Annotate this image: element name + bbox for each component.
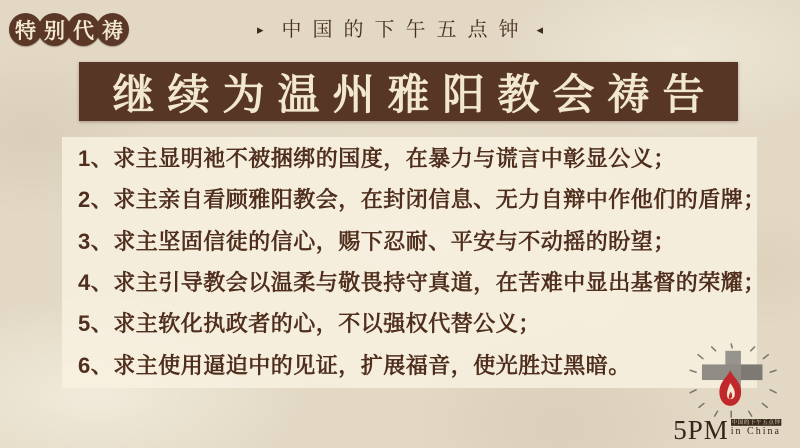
logo-tagline: 中国的下午五点钟 <box>731 419 781 426</box>
badge-char-circle: 特 <box>9 13 42 46</box>
page-title: 继续为温州雅阳教会祷告 <box>112 70 718 118</box>
badge-char-circle: 代 <box>67 13 100 46</box>
prayer-item-2: 2、求主亲自看顾雅阳教会，在封闭信息、无力自辩中作他们的盾牌； <box>78 187 766 213</box>
badge-char-circle: 祷 <box>96 13 129 46</box>
prayer-item-4: 4、求主引导教会以温柔与敬畏持守真道，在苦难中显出基督的荣耀； <box>78 269 766 295</box>
logo-brand-text: 5PM <box>673 415 729 445</box>
header-title: 中国的下午五点钟 <box>281 19 530 41</box>
prayer-item-1: 1、求主显明祂不被捆绑的国度，在暴力与谎言中彰显公义； <box>78 146 676 171</box>
badge-char-circle: 别 <box>38 13 71 46</box>
title-banner <box>79 62 738 121</box>
logo-sub-text: in China <box>730 425 781 437</box>
prayer-item-5: 5、求主软化执政者的心，不以强权代替公义； <box>78 311 541 337</box>
slide-header <box>0 13 800 42</box>
5pm-in-china-logo <box>673 343 798 445</box>
right-pointing-arrow-icon: ▸ <box>256 22 264 37</box>
prayer-item-6: 6、求主使用逼迫中的见证，扩展福音，使光胜过黑暗。 <box>78 352 631 378</box>
logo-wordmark <box>673 417 800 444</box>
prayer-list-panel <box>62 137 766 388</box>
prayer-item-3: 3、求主坚固信徒的信心，赐下忍耐、平安与不动摇的盼望； <box>78 228 676 254</box>
left-pointing-arrow-icon: ◂ <box>536 22 544 37</box>
cross-flame-logo-icon <box>689 343 789 421</box>
